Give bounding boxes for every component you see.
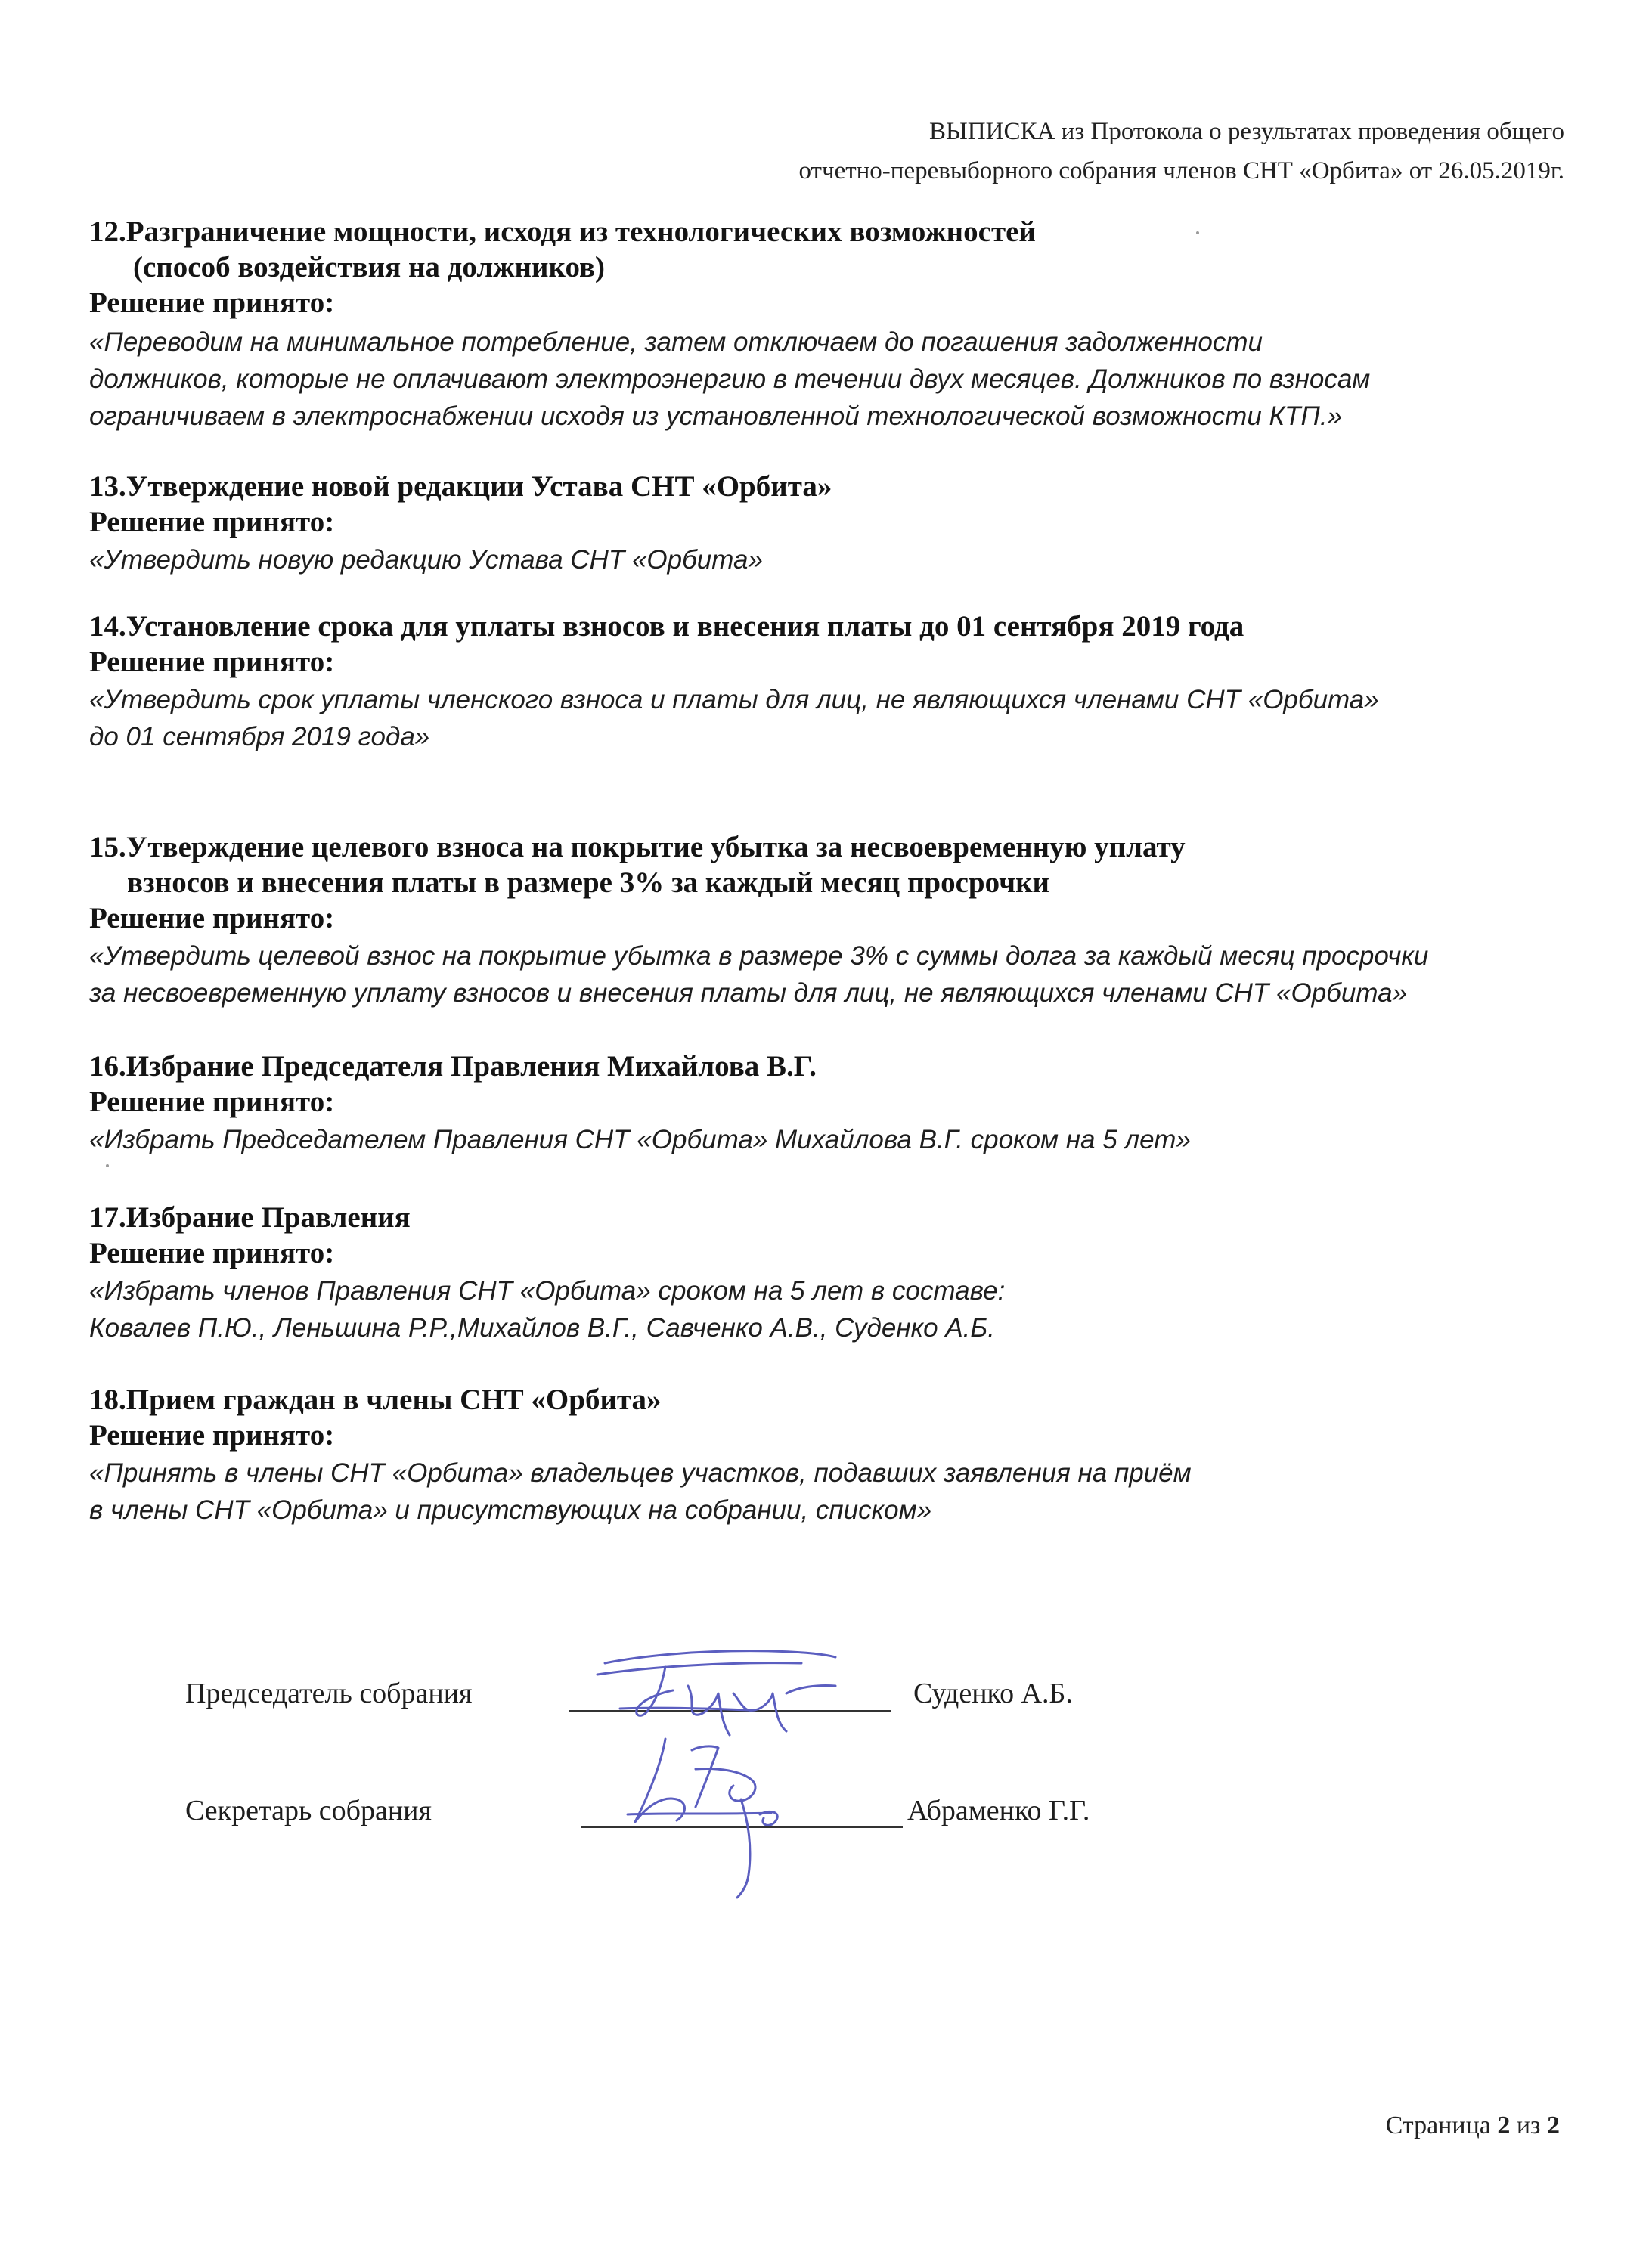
section-13 [89, 469, 1526, 578]
document-header [798, 112, 1564, 191]
page-number [1386, 2112, 1560, 2140]
section-title: 13.Утверждение новой редакции Устава СНТ «Орбита» [89, 470, 832, 503]
section-title: 17.Избрание Правления [89, 1201, 411, 1234]
section-title: 14.Установление срока для уплаты взносов и внесения платы до 01 сентября 2019 года [89, 610, 1244, 643]
section-title-line: 15.Утверждение целевого взноса на покрытие убытка за несвоевременную уплату [89, 831, 1186, 863]
chairman-name: Суденко А.Б. [913, 1678, 1073, 1709]
page-number-total: 2 [1547, 2112, 1560, 2139]
decision-label: Решение принято: [89, 287, 335, 319]
secretary-handwritten-signature [620, 1724, 817, 1905]
section-15 [89, 829, 1526, 1012]
decision-label: Решение принято: [89, 1237, 335, 1269]
section-12 [89, 214, 1526, 435]
secretary-label: Секретарь собрания [185, 1795, 432, 1826]
section-title-continuation: (способ воздействия на должников) [133, 251, 606, 284]
decision-text: «Утвердить срок уплаты членского взноса и платы для лиц, не являющихся членами СНТ «Орбита» до 01 сентября 2019 года» [89, 685, 1379, 751]
section-title: 16.Избрание Председателя Правления Михайлова В.Г. [89, 1050, 817, 1083]
decision-text: «Переводим на минимальное потребление, затем отключаем до погашения задолженности должников, которые не оплачивают электроэнергию в течении двух месяцев. Должников по взносам ограничиваем в электроснабжении исходя из установленной технологической возможности КТП.» [89, 327, 1371, 431]
scan-speck [106, 1164, 109, 1167]
decision-label: Решение принято: [89, 902, 335, 934]
decision-text: «Принять в члены СНТ «Орбита» владельцев участков, подавших заявления на приём в члены СНТ «Орбита» и присутствующих на собрании, списком» [89, 1458, 1192, 1525]
header-line-2: отчетно-перевыборного собрания членов СНТ «Орбита» от 26.05.2019г. [798, 157, 1564, 184]
chairman-label: Председатель собрания [185, 1678, 473, 1709]
page-number-separator: из [1516, 2112, 1541, 2139]
page-number-current: 2 [1497, 2112, 1511, 2139]
decision-label: Решение принято: [89, 646, 335, 678]
decision-text: «Утвердить новую редакцию Устава СНТ «Орбита» [89, 545, 763, 575]
section-title [89, 214, 1526, 285]
section-17 [89, 1200, 1526, 1346]
decision-label: Решение принято: [89, 506, 335, 538]
section-title: 18.Прием граждан в члены СНТ «Орбита» [89, 1383, 662, 1416]
decision-text: «Избрать членов Правления СНТ «Орбита» сроком на 5 лет в составе: Ковалев П.Ю., Леньшина Р.Р.,Михайлов В.Г., Савченко А.В., Суденко А.Б. [89, 1276, 1006, 1343]
decision-label: Решение принято: [89, 1419, 335, 1452]
scan-speck [1196, 231, 1199, 234]
header-line-1: ВЫПИСКА из Протокола о результатах проведения общего [929, 118, 1564, 145]
page-number-prefix: Страница [1385, 2112, 1491, 2139]
section-18 [89, 1382, 1526, 1529]
decision-text: «Избрать Председателем Правления СНТ «Орбита» Михайлова В.Г. сроком на 5 лет» [89, 1125, 1191, 1154]
section-title-continuation: взносов и внесения платы в размере 3% за каждый месяц просрочки [127, 866, 1050, 899]
section-14 [89, 609, 1526, 755]
decision-label: Решение принято: [89, 1086, 335, 1118]
decision-text: «Утвердить целевой взнос на покрытие убытка в размере 3% с суммы долга за каждый месяц просрочки за несвоевременную уплату взносов и внесения платы для лиц, не являющихся членами СНТ «Орбита» [89, 941, 1429, 1008]
section-title [89, 829, 1526, 900]
section-title-line: 12.Разграничение мощности, исходя из технологических возможностей [89, 215, 1036, 248]
section-16 [89, 1049, 1526, 1158]
secretary-name: Абраменко Г.Г. [907, 1795, 1090, 1826]
